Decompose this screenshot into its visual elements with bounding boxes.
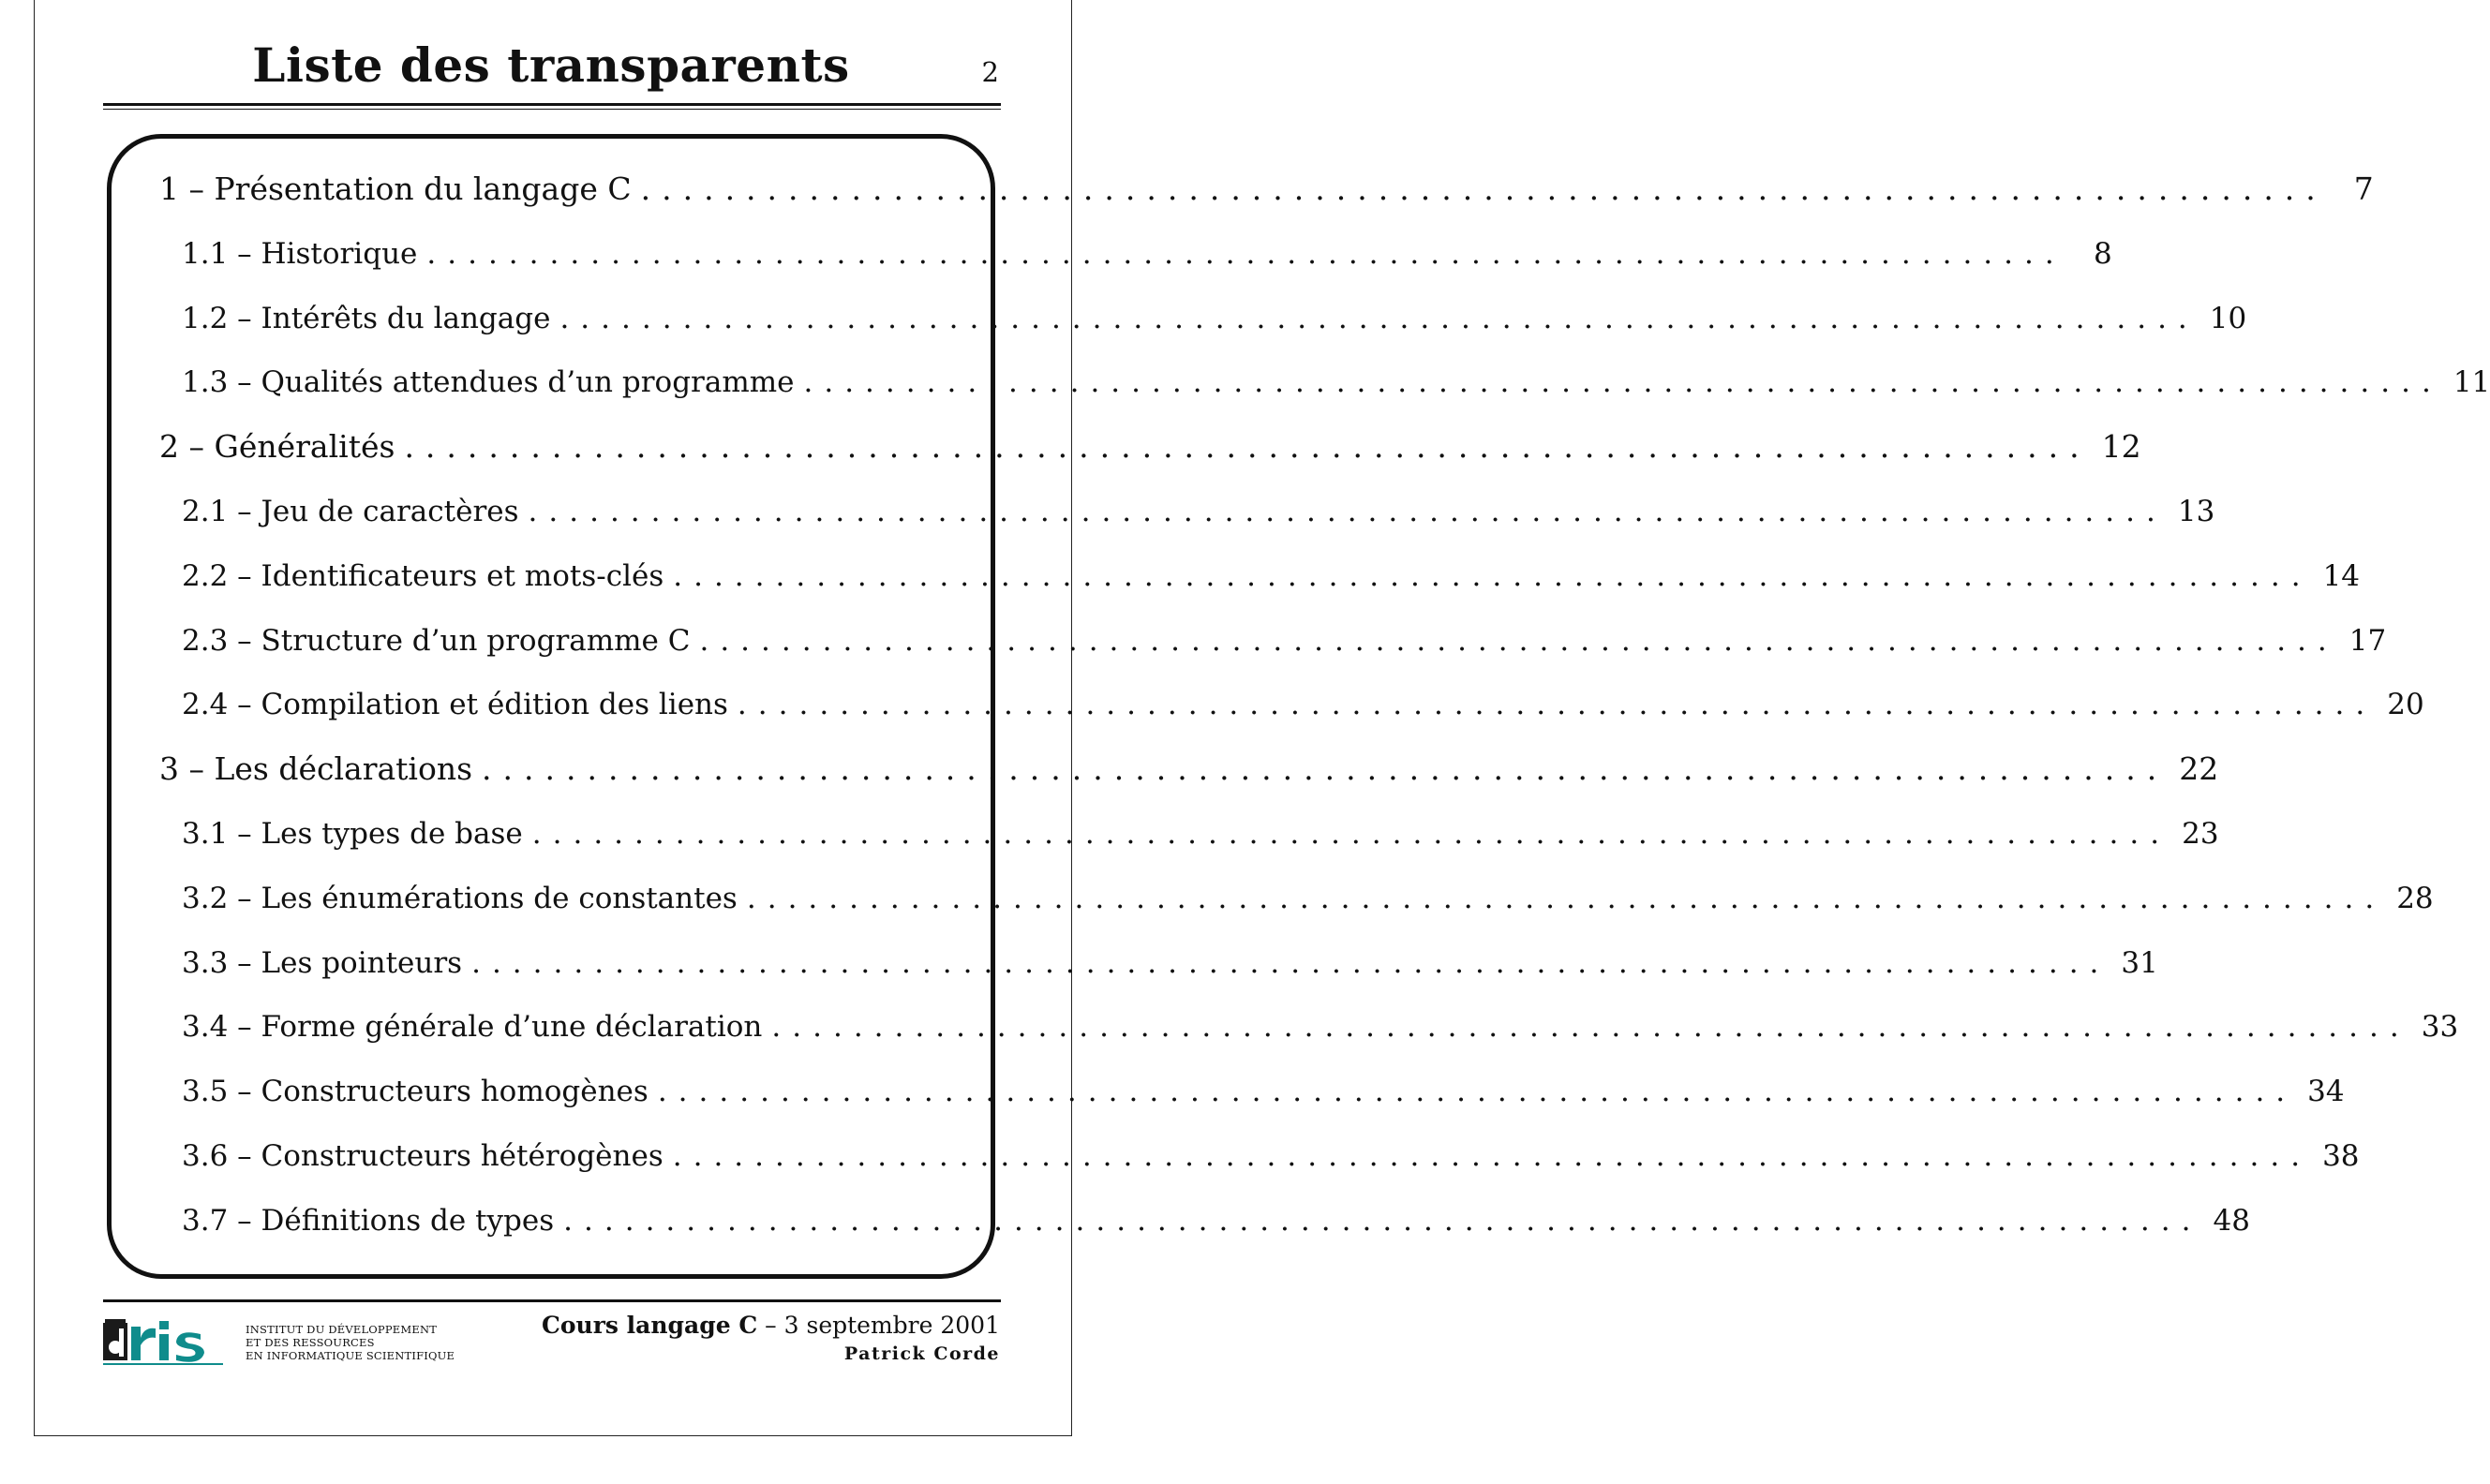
toc-entry-page: 28 bbox=[2396, 881, 2434, 915]
toc-entry-page: 13 bbox=[2177, 494, 2215, 528]
toc-entry-page: 38 bbox=[2322, 1138, 2360, 1173]
toc-leader-dots: ................................................................................ bbox=[426, 236, 2065, 271]
toc-subsection-entry[interactable] bbox=[159, 492, 2215, 556]
toc-subsection-entry[interactable] bbox=[159, 363, 2490, 427]
toc-entry-page: 23 bbox=[2182, 816, 2219, 851]
toc-subsection-entry[interactable] bbox=[159, 1201, 2250, 1266]
toc-leader-dots: ................................................................................ bbox=[640, 171, 2327, 207]
institute-line: INSTITUT DU DÉVELOPPEMENT bbox=[246, 1323, 438, 1336]
institute-line: EN INFORMATIQUE SCIENTIFIQUE bbox=[246, 1349, 455, 1362]
toc-entry-label: 1.2 – Intérêts du langage bbox=[182, 299, 559, 338]
idris-logo bbox=[103, 1317, 225, 1368]
toc-entry-label: 3.6 – Constructeurs hétérogènes bbox=[182, 1136, 673, 1176]
toc-leader-dots: ................................................................................ bbox=[746, 881, 2386, 915]
toc-section-entry[interactable] bbox=[159, 170, 2374, 234]
toc-leader-dots: ................................................................................ bbox=[657, 1075, 2297, 1109]
toc-entry-label: 3.4 – Forme générale d’une déclaration bbox=[182, 1007, 771, 1046]
toc-leader-dots: ................................................................................ bbox=[803, 365, 2442, 400]
toc-entry-page: 48 bbox=[2213, 1203, 2250, 1238]
toc-entry-page: 33 bbox=[2421, 1010, 2459, 1045]
toc-subsection-entry[interactable] bbox=[159, 1072, 2345, 1136]
toc-entry-label: 1.1 – Historique bbox=[182, 234, 426, 274]
institute-name bbox=[246, 1323, 455, 1362]
toc-entry-page: 17 bbox=[2348, 623, 2387, 658]
toc-leader-dots: ................................................................................ bbox=[404, 428, 2091, 466]
toc-leader-dots: ................................................................................ bbox=[771, 1010, 2410, 1045]
date-separator: – bbox=[757, 1312, 784, 1339]
table-of-contents bbox=[159, 170, 2490, 1266]
toc-leader-dots: ................................................................................ bbox=[672, 1138, 2312, 1173]
toc-entry-label: 2.1 – Jeu de caractères bbox=[182, 492, 529, 531]
toc-subsection-entry[interactable] bbox=[159, 621, 2387, 686]
footer-rule bbox=[103, 1299, 1001, 1302]
toc-entry-label: 3.3 – Les pointeurs bbox=[182, 943, 471, 983]
toc-entry-label: 3.1 – Les types de base bbox=[182, 814, 532, 853]
toc-entry-page: 31 bbox=[2121, 945, 2158, 980]
toc-section-entry[interactable] bbox=[159, 749, 2219, 814]
toc-leader-dots: ................................................................................ bbox=[673, 558, 2312, 593]
toc-entry-page: 8 bbox=[2093, 236, 2112, 271]
toc-entry-page: 7 bbox=[2353, 171, 2374, 207]
toc-leader-dots: ................................................................................ bbox=[559, 301, 2199, 335]
toc-leader-dots: ................................................................................ bbox=[531, 816, 2171, 851]
toc-leader-dots: ................................................................................ bbox=[471, 945, 2110, 980]
toc-entry-label: 3.5 – Constructeurs homogènes bbox=[182, 1072, 658, 1111]
toc-entry-page: 22 bbox=[2179, 750, 2219, 788]
page-number: 2 bbox=[981, 56, 999, 88]
page-title: Liste des transparents bbox=[252, 37, 850, 93]
toc-entry-label: 1 – Présentation du langage C bbox=[159, 170, 641, 209]
toc-entry-label: 1.3 – Qualités attendues d’un programme bbox=[182, 363, 803, 402]
toc-subsection-entry[interactable] bbox=[159, 556, 2361, 621]
toc-subsection-entry[interactable] bbox=[159, 943, 2158, 1008]
toc-entry-label: 3.7 – Définitions de types bbox=[182, 1201, 563, 1240]
toc-entry-label: 3.2 – Les énumérations de constantes bbox=[182, 879, 747, 918]
institute-line: ET DES RESSOURCES bbox=[246, 1336, 375, 1349]
toc-entry-page: 10 bbox=[2209, 301, 2247, 335]
toc-entry-label: 2.4 – Compilation et édition des liens bbox=[182, 685, 738, 724]
toc-subsection-entry[interactable] bbox=[159, 814, 2219, 879]
toc-entry-label: 3 – Les déclarations bbox=[159, 749, 482, 789]
toc-leader-dots: ................................................................................ bbox=[699, 623, 2338, 658]
toc-entry-label: 2.3 – Structure d’un programme C bbox=[182, 621, 699, 660]
author-name: Patrick Corde bbox=[843, 1343, 1000, 1364]
toc-entry-label: 2.2 – Identificateurs et mots-clés bbox=[182, 556, 673, 596]
course-date: 3 septembre 2001 bbox=[783, 1312, 1000, 1339]
course-title: Cours langage C bbox=[541, 1312, 758, 1339]
title-rule bbox=[103, 103, 1001, 106]
toc-leader-dots: ................................................................................ bbox=[528, 494, 2167, 528]
toc-leader-dots: ................................................................................ bbox=[563, 1203, 2202, 1238]
toc-subsection-entry[interactable] bbox=[159, 685, 2424, 749]
toc-entry-page: 34 bbox=[2307, 1075, 2345, 1109]
toc-entry-page: 11 bbox=[2453, 365, 2490, 400]
toc-leader-dots: ................................................................................ bbox=[737, 688, 2377, 722]
toc-entry-page: 12 bbox=[2101, 428, 2141, 466]
title-rule-thin bbox=[103, 109, 1001, 110]
toc-entry-page: 20 bbox=[2387, 688, 2424, 722]
toc-entry-page: 14 bbox=[2322, 558, 2361, 593]
toc-subsection-entry[interactable] bbox=[159, 879, 2434, 943]
toc-leader-dots: ................................................................................ bbox=[482, 750, 2169, 788]
toc-subsection-entry[interactable] bbox=[159, 299, 2247, 364]
toc-subsection-entry[interactable] bbox=[159, 1007, 2459, 1072]
toc-entry-label: 2 – Généralités bbox=[159, 427, 404, 467]
toc-subsection-entry[interactable] bbox=[159, 234, 2112, 299]
course-line bbox=[542, 1312, 1000, 1339]
toc-subsection-entry[interactable] bbox=[159, 1136, 2360, 1201]
toc-section-entry[interactable] bbox=[159, 427, 2141, 492]
